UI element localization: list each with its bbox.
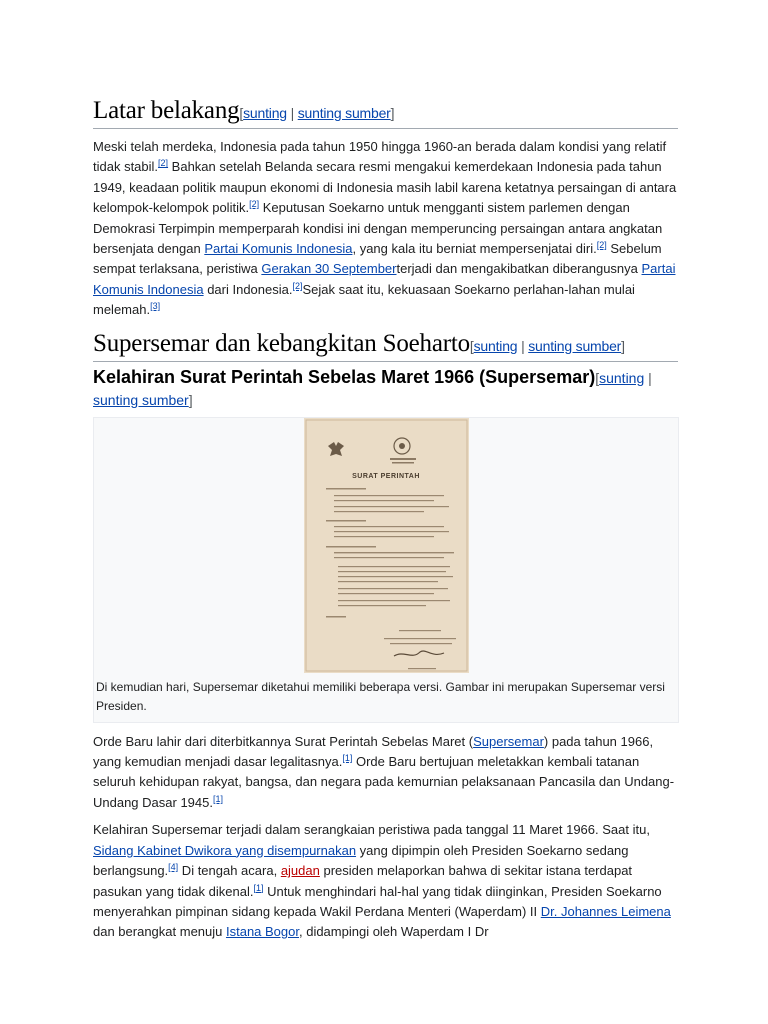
subsection-title: Kelahiran Surat Perintah Sebelas Maret 1966 (Supersemar) <box>93 366 596 387</box>
separator: | <box>521 337 525 354</box>
section-title: Latar belakang <box>93 97 240 124</box>
supersemar-document-image[interactable] <box>304 418 469 673</box>
text: Kelahiran Supersemar terjadi dalam serangkaian peristiwa pada tanggal 11 Maret 1966. Saat itu, <box>93 822 650 838</box>
text: Bahkan setelah Belanda secara resmi mengakui kemerdekaan Indonesia pada tahun 1949, keadaan politik maupun ekonomi di Indonesia masih labil karena ketatnya persaingan di antara kelompok-kelompok politik. <box>93 159 677 216</box>
bracket-open: [ <box>469 337 474 354</box>
text: Sebelum sempat terlaksana, peristiwa <box>93 241 662 277</box>
edit-link[interactable]: sunting <box>599 369 645 386</box>
paragraph-latar-belakang <box>93 137 678 321</box>
bracket-open: [ <box>595 369 600 386</box>
link-sidang-kabinet-dwikora[interactable]: Sidang Kabinet Dwikora yang disempurnakan <box>93 842 357 858</box>
citation-link[interactable]: [1] <box>253 882 264 893</box>
document-heading: SURAT PERINTAH <box>352 472 420 480</box>
citation-link[interactable]: [4] <box>168 862 179 873</box>
edit-section-links <box>470 338 625 354</box>
paragraph-kelahiran-supersemar <box>93 820 678 942</box>
text: Di tengah acara, <box>178 863 281 879</box>
link-supersemar[interactable]: Supersemar <box>473 733 544 749</box>
bracket-close: ] <box>390 105 395 121</box>
text: Sejak saat itu, kekuasaan Soekarno perlahan-lahan mulai melemah. <box>93 281 635 318</box>
text: yang dipimpin oleh Presiden Soekarno sedang berlangsung. <box>93 842 629 879</box>
section-heading-supersemar <box>93 329 678 362</box>
link-istana-bogor[interactable]: Istana Bogor <box>225 924 299 940</box>
separator: | <box>290 105 295 121</box>
citation-link[interactable]: [2] <box>292 280 303 291</box>
link-partai-komunis-indonesia[interactable]: Partai Komunis Indonesia <box>93 261 676 297</box>
paragraph-orde-baru <box>93 732 678 814</box>
bracket-open: [ <box>239 105 244 121</box>
document-scan-graphic <box>304 418 469 673</box>
link-johannes-leimena[interactable]: Dr. Johannes Leimena <box>540 903 671 919</box>
edit-link[interactable]: sunting <box>243 105 287 121</box>
text: Orde Baru lahir dari diterbitkannya Surat Perintah Sebelas Maret ( <box>93 733 474 749</box>
figure-caption: Di kemudian hari, Supersemar diketahui memiliki beberapa versi. Gambar ini merupakan Supersemar versi Presiden. <box>96 679 665 713</box>
text: Orde Baru bertujuan meletakkan kembali tatanan seluruh kehidupan rakyat, bangsa, dan negara pada kemurnian pelaksanaan Pancasila dan Undang-Undang Dasar 1945. <box>93 754 675 810</box>
text: terjadi dan mengakibatkan diberangusnya <box>396 261 642 277</box>
text: dari Indonesia. <box>203 281 293 297</box>
link-partai-komunis-indonesia[interactable]: Partai Komunis Indonesia <box>204 241 353 257</box>
text: ) pada tahun 1966, yang kemudian menjadi dasar legalitasnya. <box>93 733 654 770</box>
subsection-heading-kelahiran <box>93 367 678 411</box>
text: dan berangkat menuju <box>93 924 226 940</box>
separator: | <box>648 369 652 386</box>
edit-source-link[interactable]: sunting sumber <box>528 337 622 354</box>
citation-link[interactable]: [1] <box>212 793 223 804</box>
text: Keputusan Soekarno untuk mengganti sistem parlemen dengan Demokrasi Terpimpin memperparah kondisi ini dengan memperuncing persaingan antara angkatan bersenjata dengan <box>93 200 663 257</box>
bracket-close: ] <box>188 391 193 408</box>
text: presiden melaporkan bahwa di sekitar istana terdapat pasukan yang tidak dikenal. <box>93 863 633 899</box>
citation-link[interactable]: [2] <box>596 240 607 251</box>
section-heading-latar-belakang <box>93 96 678 129</box>
citation-link[interactable]: [1] <box>342 753 353 764</box>
text: , didampingi oleh Waperdam I Dr <box>298 924 489 940</box>
citation-link[interactable]: [2] <box>249 199 260 210</box>
section-title: Supersemar dan kebangkitan Soeharto <box>93 329 470 357</box>
link-ajudan[interactable]: ajudan <box>280 863 320 879</box>
bracket-close: ] <box>621 337 625 354</box>
text: Meski telah merdeka, Indonesia pada tahun 1950 hingga 1960-an berada dalam kondisi yang relatif tidak stabil. <box>93 139 667 175</box>
edit-source-link[interactable]: sunting sumber <box>297 105 391 121</box>
edit-link[interactable]: sunting <box>473 337 518 354</box>
citation-link[interactable]: [2] <box>158 158 169 169</box>
link-gerakan-30-september[interactable]: Gerakan 30 September <box>261 261 397 277</box>
article-content <box>93 96 678 943</box>
figure-thumbnail <box>93 417 679 723</box>
citation-link[interactable]: [3] <box>150 301 161 312</box>
edit-source-link[interactable]: sunting sumber <box>93 391 189 408</box>
text: , yang kala itu berniat mempersenjatai diri. <box>352 241 597 257</box>
text: Untuk menghindari hal-hal yang tidak diinginkan, Presiden Soekarno menyerahkan pimpinan sidang kepada Wakil Perdana Menteri (Waperdam) II <box>93 883 662 919</box>
edit-section-links <box>239 105 394 121</box>
